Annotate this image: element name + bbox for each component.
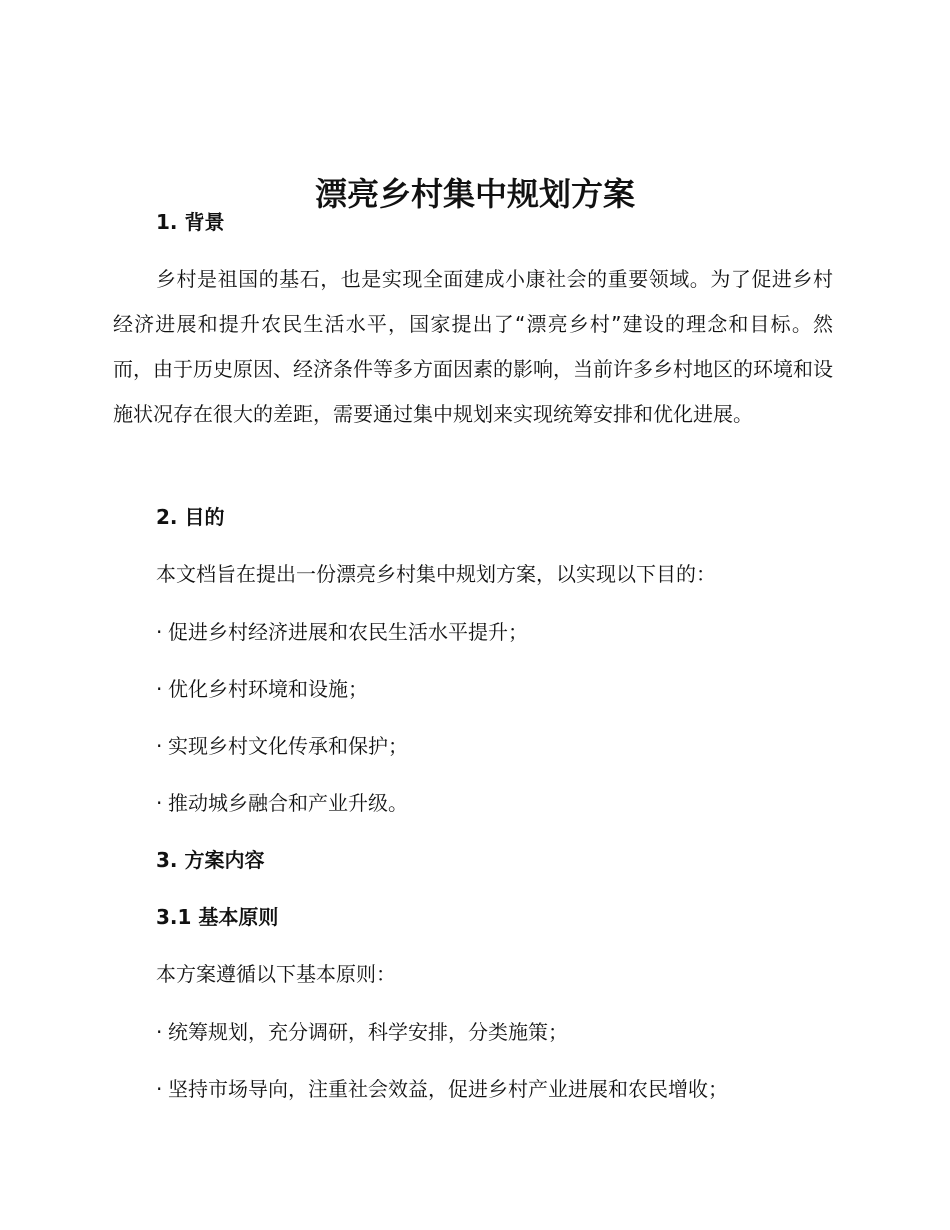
bullet-dot: ·	[156, 1020, 163, 1044]
list-item	[156, 1018, 568, 1046]
list-item	[156, 789, 408, 817]
section-heading-content: 3. 方案内容	[156, 848, 265, 872]
list-item-text: 统筹规划，充分调研，科学安排，分类施策；	[168, 1020, 568, 1044]
list-item-text: 实现乡村文化传承和保护；	[168, 734, 408, 758]
list-item-text: 优化乡村环境和设施；	[168, 677, 368, 701]
list-item-text: 促进乡村经济进展和农民生活水平提升；	[168, 620, 528, 644]
list-item	[156, 732, 408, 760]
bullet-dot: ·	[156, 1077, 163, 1101]
bullet-dot: ·	[156, 620, 163, 644]
list-item	[156, 675, 368, 703]
bullet-dot: ·	[156, 734, 163, 758]
document-title: 漂亮乡村集中规划方案	[314, 175, 635, 214]
bullet-dot: ·	[156, 677, 163, 701]
purpose-intro: 本文档旨在提出一份漂亮乡村集中规划方案，以实现以下目的：	[156, 562, 716, 586]
background-paragraph: 乡村是祖国的基石，也是实现全面建成小康社会的重要领域。为了促进乡村经济进展和提升农民生活水平，国家提出了“漂亮乡村”建设的理念和目标。然而，由于历史原因、经济条件等多方面因素的影响，当前许多乡村地区的环境和设施状况存在很大的差距，需要通过集中规划来实现统筹安排和优化进展。	[113, 267, 833, 426]
list-item-text: 坚持市场导向，注重社会效益，促进乡村产业进展和农民增收；	[168, 1077, 728, 1101]
section-heading-purpose: 2. 目的	[156, 505, 225, 529]
subsection-heading-principles: 3.1 基本原则	[156, 905, 279, 929]
section-heading-background: 1. 背景	[156, 210, 225, 234]
list-item-text: 推动城乡融合和产业升级。	[168, 791, 408, 815]
bullet-dot: ·	[156, 791, 163, 815]
principles-intro: 本方案遵循以下基本原则：	[156, 962, 396, 986]
list-item	[156, 1075, 728, 1103]
list-item	[156, 618, 528, 646]
